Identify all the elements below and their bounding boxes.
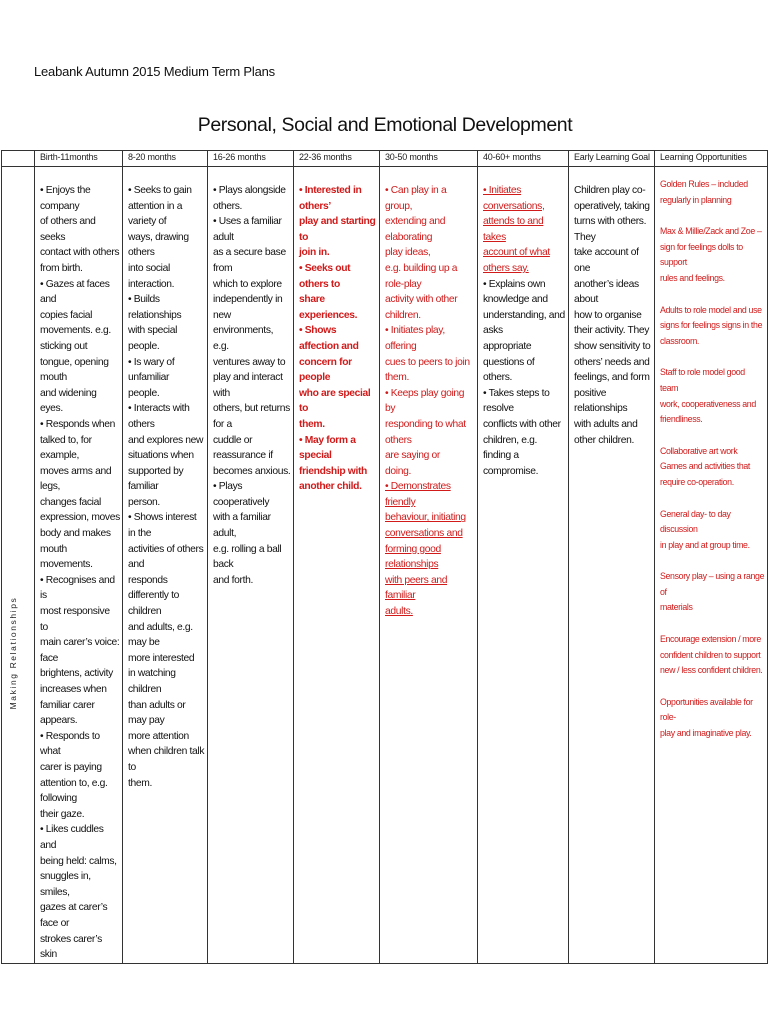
document-header: Leabank Autumn 2015 Medium Term Plans — [34, 64, 275, 79]
cell-line: with special people. — [128, 325, 178, 352]
cell-line: differently to children — [128, 590, 180, 618]
cell-line: familiar carer appears. — [40, 699, 95, 727]
cell-line: others. — [483, 372, 513, 384]
column-header: 16-26 months — [208, 151, 294, 167]
column-header: Early Learning Goal — [569, 151, 655, 167]
cell-line: • Responds to what — [40, 730, 100, 758]
cell-line: behaviour, initiating — [385, 512, 466, 524]
cell-line: environments, e.g. — [213, 325, 274, 352]
cell-line: with adults and — [574, 418, 638, 430]
cell-line: share experiences. — [299, 294, 358, 321]
cell-line: most responsive to — [40, 606, 110, 633]
cell-line: • Plays cooperatively — [213, 481, 270, 508]
cell-line: attention in a variety of — [128, 200, 183, 228]
cell-line: friendship with — [299, 465, 367, 477]
opportunity-line: Opportunities available for role- — [660, 696, 753, 723]
plan-table — [1, 150, 768, 964]
opportunity-line: classroom. — [660, 335, 700, 346]
cell-line: as a secure base from — [213, 247, 286, 274]
cell-line: copies facial — [40, 309, 93, 321]
cell-line: contact with others — [40, 247, 120, 259]
cell-line: their activity. They — [574, 325, 650, 337]
opportunity-item — [660, 569, 765, 616]
cell-line: of others and seeks — [40, 216, 96, 243]
cell-line: with peers and familiar — [385, 574, 448, 602]
cell-line: into social interaction. — [128, 262, 175, 290]
cell-line: • Uses a familiar adult — [213, 216, 282, 243]
cell-line: attends to and takes — [483, 216, 544, 243]
cell-line: strokes carer’s skin — [40, 933, 102, 961]
cell-line: activities of others and — [128, 543, 204, 571]
cell-line: and adults, e.g. may be — [128, 621, 193, 649]
side-label: Making Relationships — [8, 596, 18, 710]
cell-line: responds — [128, 574, 168, 586]
opportunity-item — [660, 507, 765, 554]
opportunity-item — [660, 444, 765, 491]
cell-line: • Responds when — [40, 418, 116, 430]
cell-line: • Interacts with others — [128, 403, 190, 430]
cell-line: • Interested in others’ — [299, 185, 362, 212]
spacer — [660, 208, 765, 224]
cell-line: • Plays alongside — [213, 185, 286, 196]
cell-line: responding to what others — [385, 418, 466, 446]
cell-line: • May form a special — [299, 434, 356, 462]
cell-early-learning-goal — [569, 167, 655, 964]
cell-line: feelings, and form — [574, 372, 650, 384]
cell-16-26-months — [208, 167, 294, 964]
opportunity-line: require co-operation. — [660, 476, 734, 487]
opportunity-line: signs for feelings signs in the — [660, 320, 763, 331]
side-header-cell — [2, 151, 35, 167]
cell-line: them. — [299, 418, 325, 430]
cell-line: following — [40, 793, 77, 805]
cell-line: others. — [213, 200, 243, 212]
cell-line: • Shows interest in the — [128, 512, 197, 540]
cell-line: ventures away to — [213, 356, 286, 368]
cell-line: snuggles in, smiles, — [40, 871, 91, 898]
column-header: Learning Opportunities — [655, 151, 768, 167]
cell-line: • Initiates play, offering — [385, 325, 445, 352]
cell-line: forming good relationships — [385, 543, 441, 571]
cell-line: • Takes steps to resolve — [483, 387, 550, 415]
cell-line: • Seeks out others to — [299, 262, 351, 290]
cell-line: and widening eyes. — [40, 387, 97, 415]
cell-line: who are special to — [299, 387, 371, 415]
cell-line: attention to, e.g. — [40, 777, 108, 789]
cell-line: e.g. building up a role-play — [385, 262, 458, 290]
table-row — [2, 167, 768, 964]
cell-line: • Gazes at faces and — [40, 278, 110, 306]
opportunity-item — [660, 365, 765, 427]
cell-line: ways, drawing others — [128, 231, 189, 259]
cell-line: • Can play in a group, — [385, 185, 447, 212]
spacer — [660, 679, 765, 695]
cell-line: when children talk to — [128, 746, 205, 773]
cell-line: understanding, and asks — [483, 309, 565, 337]
cell-line: main carer’s voice: — [40, 637, 120, 649]
cell-line: tongue, opening mouth — [40, 356, 109, 384]
opportunity-line: General day- to day discussion — [660, 508, 731, 535]
cell-line: them. — [128, 777, 153, 789]
cell-line: Children play co- — [574, 185, 646, 196]
cell-line: join in. — [299, 247, 330, 259]
opportunity-line: regularly in planning — [660, 194, 732, 205]
cell-line: are saying or — [385, 450, 440, 462]
cell-line: carer is paying — [40, 761, 102, 773]
cell-line: others, but returns for a — [213, 403, 290, 430]
cell-line: which to explore — [213, 278, 282, 290]
opportunity-line: work, cooperativeness and — [660, 398, 756, 409]
column-header: 40-60+ months — [478, 151, 569, 167]
cell-line: another child. — [299, 481, 362, 493]
cell-line: • Enjoys the company — [40, 185, 91, 212]
column-header: Birth-11months — [35, 151, 123, 167]
cell-line: • Keeps play going by — [385, 387, 465, 415]
cell-line: others’ needs and — [574, 356, 650, 368]
spacer — [660, 349, 765, 365]
cell-30-50-months — [380, 167, 478, 964]
cell-line: children, e.g. — [483, 434, 538, 446]
spacer — [660, 616, 765, 632]
opportunity-item — [660, 177, 765, 208]
cell-line: activity with other children. — [385, 294, 458, 321]
cell-line: situations when — [128, 450, 194, 462]
opportunity-line: sign for feelings dolls to support — [660, 241, 743, 268]
cell-line: another’s ideas about — [574, 278, 639, 306]
spacer — [660, 287, 765, 303]
cell-line: brightens, activity — [40, 668, 113, 680]
cell-line: movements. — [40, 559, 93, 571]
opportunity-line: Staff to role model good team — [660, 367, 745, 393]
cell-line: with a familiar adult, — [213, 512, 271, 540]
cell-line: • Seeks to gain — [128, 185, 192, 196]
cell-line: movements. e.g. — [40, 325, 111, 337]
opportunity-line: Collaborative art work — [660, 445, 738, 456]
cell-line: being held: calms, — [40, 855, 117, 867]
cell-line: • Builds relationships — [128, 294, 182, 321]
cell-line: operatively, taking — [574, 200, 650, 212]
cell-line: from birth. — [40, 262, 83, 274]
cell-learning-opportunities — [655, 167, 768, 964]
cell-line: and forth. — [213, 574, 254, 586]
cell-line: doing. — [385, 465, 411, 477]
cell-line: take account of one — [574, 247, 639, 274]
cell-birth-11months — [35, 167, 123, 964]
opportunity-item — [660, 632, 765, 679]
opportunity-line: confident children to support — [660, 649, 761, 660]
cell-line: more attention — [128, 730, 189, 742]
cell-line: • Recognises and is — [40, 574, 115, 602]
side-label-cell — [2, 167, 35, 964]
cell-line: independently in new — [213, 294, 283, 321]
cell-line: • Is wary of unfamiliar — [128, 356, 175, 384]
cell-40-60-months — [478, 167, 569, 964]
cell-line: other children. — [574, 434, 635, 446]
opportunity-line: friendliness. — [660, 414, 703, 425]
cell-line: changes facial — [40, 496, 101, 508]
cell-line: turns with others. They — [574, 216, 647, 243]
cell-line: knowledge and — [483, 294, 548, 306]
column-header: 8-20 months — [123, 151, 208, 167]
cell-line: appropriate questions of — [483, 340, 535, 368]
opportunity-line: Encourage extension / more — [660, 634, 761, 645]
opportunity-item — [660, 695, 765, 742]
cell-line: in watching children — [128, 668, 176, 695]
header-row — [2, 151, 768, 167]
cell-line: and explores new — [128, 434, 204, 446]
column-header: 30-50 months — [380, 151, 478, 167]
cell-line: • Demonstrates friendly — [385, 481, 451, 508]
opportunity-item — [660, 303, 765, 350]
cell-line: how to organise — [574, 309, 642, 321]
cell-line: reassurance if — [213, 450, 273, 462]
opportunity-line: in play and at group time. — [660, 539, 750, 550]
cell-8-20-months — [123, 167, 208, 964]
opportunity-line: new / less confident children. — [660, 665, 763, 676]
cell-line: body and makes mouth — [40, 528, 111, 555]
cell-line: positive relationships — [574, 387, 628, 415]
cell-line: gazes at carer’s face or — [40, 902, 108, 929]
opportunity-line: Adults to role model and use — [660, 304, 762, 315]
opportunity-line: Sensory play – using a range of — [660, 571, 765, 597]
cell-line: • Initiates conversations, — [483, 185, 545, 212]
cell-line: • Explains own — [483, 278, 546, 290]
opportunity-line: rules and feelings. — [660, 272, 725, 283]
cell-line: cues to peers to join them. — [385, 356, 470, 384]
cell-line: play ideas, — [385, 247, 431, 259]
cell-line: account of what — [483, 247, 550, 259]
cell-line: supported by familiar — [128, 465, 184, 493]
opportunity-line: Golden Rules – included — [660, 179, 748, 189]
cell-line: play and interact with — [213, 372, 283, 399]
opportunity-line: materials — [660, 602, 693, 613]
cell-line: moves arms and legs, — [40, 465, 112, 493]
cell-line: conversations and — [385, 528, 463, 540]
cell-line: than adults or may pay — [128, 699, 186, 727]
cell-line: adults. — [385, 606, 413, 618]
cell-line: increases when — [40, 684, 107, 695]
opportunity-line: Games and activities that — [660, 461, 751, 472]
spacer — [660, 428, 765, 444]
cell-line: e.g. rolling a ball back — [213, 543, 282, 571]
cell-line: talked to, for example, — [40, 434, 92, 462]
cell-line: show sensitivity to — [574, 340, 651, 352]
cell-line: their gaze. — [40, 808, 85, 820]
cell-line: concern for people — [299, 356, 352, 384]
spacer — [660, 553, 765, 569]
cell-line: people. — [128, 387, 160, 399]
cell-line: sticking out — [40, 340, 88, 352]
cell-line: person. — [128, 496, 160, 508]
opportunity-line: Max & Millie/Zack and Zoe – — [660, 226, 762, 237]
opportunity-item — [660, 224, 765, 286]
column-header: 22-36 months — [294, 151, 380, 167]
cell-line: • Likes cuddles and — [40, 824, 104, 851]
cell-line: others say. — [483, 262, 529, 274]
cell-line: play and starting to — [299, 216, 376, 243]
cell-22-36-months — [294, 167, 380, 964]
cell-line: • Shows affection and — [299, 325, 359, 352]
cell-line: finding a compromise. — [483, 450, 539, 477]
cell-line: face — [40, 652, 59, 664]
cell-line: conflicts with other — [483, 418, 561, 430]
cell-line: more interested — [128, 652, 195, 664]
document-title: Personal, Social and Emotional Development — [197, 114, 573, 136]
cell-line: extending and elaborating — [385, 216, 446, 243]
cell-line: expression, moves — [40, 512, 120, 524]
opportunity-line: play and imaginative play. — [660, 728, 752, 739]
cell-line: cuddle or — [213, 434, 253, 446]
spacer — [660, 491, 765, 507]
cell-line: becomes anxious. — [213, 465, 291, 477]
